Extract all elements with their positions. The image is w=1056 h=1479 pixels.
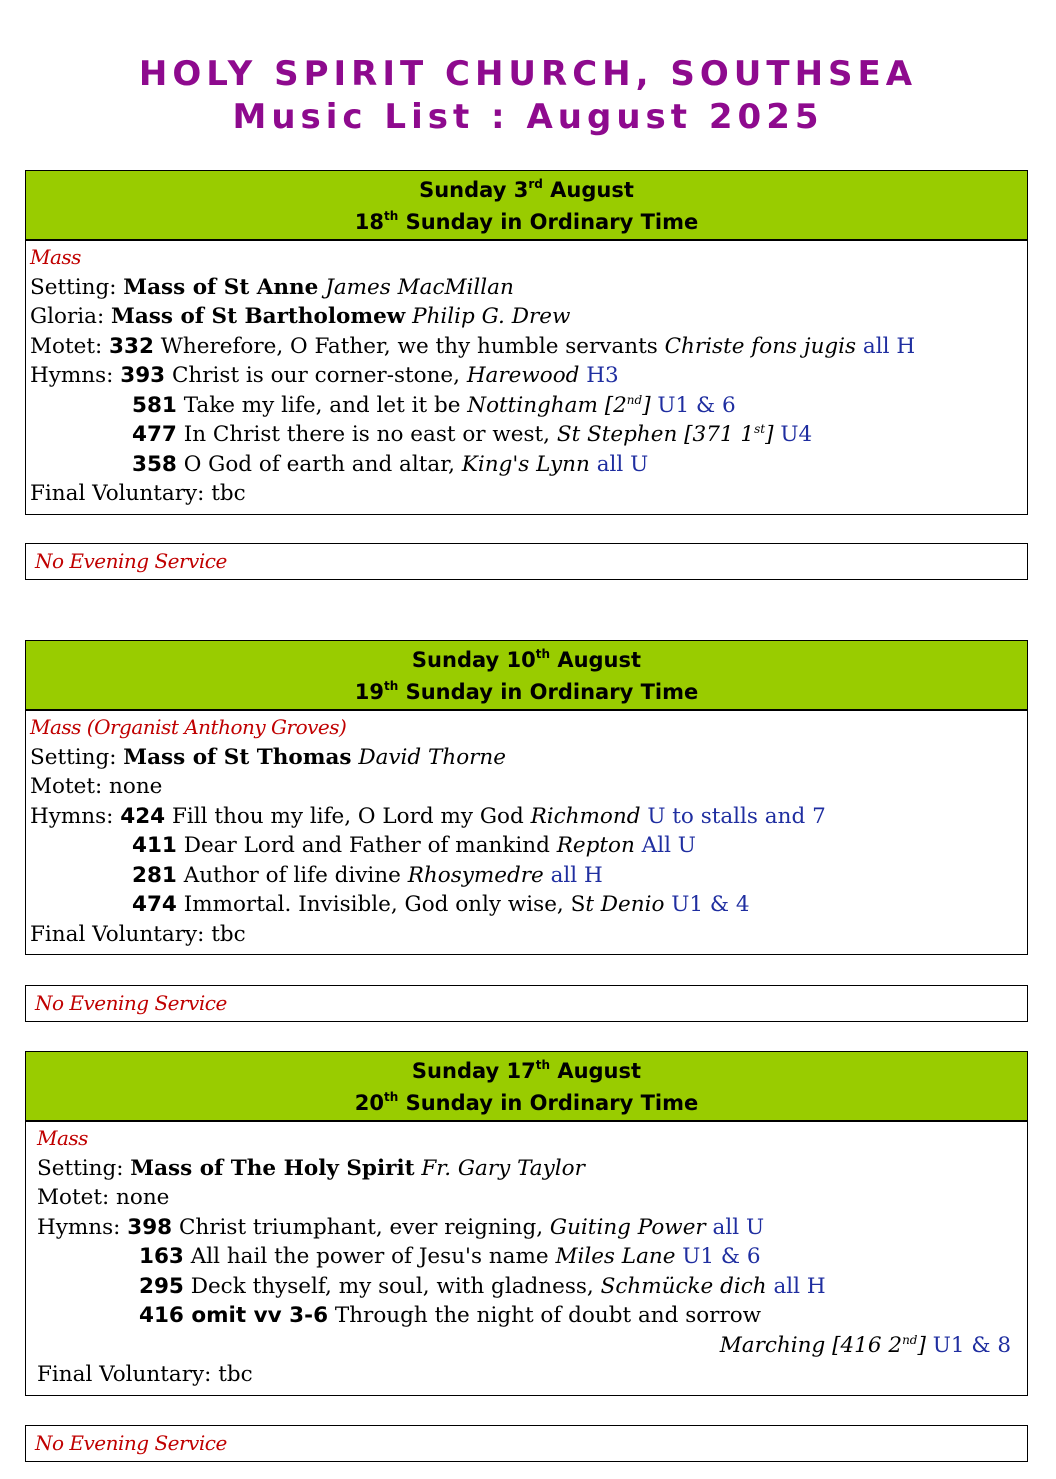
motet-line: Motet: none	[37, 1185, 170, 1210]
sunday-date: Sunday 17th August	[411, 1058, 642, 1083]
sunday-card	[25, 1051, 1028, 1396]
gloria-line: Gloria: Mass of St Bartholomew Philip G. Drew	[30, 304, 571, 329]
hymn-line: 581 Take my life, and let it be Nottingham [2nd] U1 & 6	[132, 392, 736, 418]
final-voluntary: Final Voluntary: tbc	[37, 1362, 253, 1387]
evening-service-note: No Evening Service	[25, 985, 1028, 1022]
sunday-card	[25, 640, 1028, 955]
sunday-header	[26, 1052, 1027, 1122]
hymn-line: 295 Deck thyself, my soul, with gladness, Schmücke dich all H	[139, 1273, 826, 1299]
sunday-header	[26, 641, 1027, 711]
service-details	[26, 711, 1027, 949]
sunday-occasion: 20th Sunday in Ordinary Time	[354, 1090, 699, 1115]
service-details	[26, 1122, 1027, 1390]
sunday-occasion: 18th Sunday in Ordinary Time	[354, 209, 699, 234]
sunday-occasion: 19th Sunday in Ordinary Time	[354, 679, 699, 704]
service-type: Mass	[37, 1126, 88, 1150]
page-subtitle: Music List : August 2025	[232, 97, 824, 137]
hymn-line: Hymns: 424 Fill thou my life, O Lord my God Richmond U to stalls and 7	[30, 803, 826, 829]
page-title: HOLY SPIRIT CHURCH, SOUTHSEA	[138, 54, 918, 94]
evening-service-note: No Evening Service	[25, 543, 1028, 580]
service-type: Mass	[30, 245, 81, 269]
hymn-line: 163 All hail the power of Jesu's name Miles Lane U1 & 6	[139, 1244, 761, 1269]
hymn-tune-continuation: Marching [416 2nd] U1 & 8	[719, 1332, 1011, 1358]
motet-line: Motet: none	[30, 774, 163, 799]
sunday-header	[26, 171, 1027, 241]
service-details	[26, 241, 1027, 509]
hymn-line: Hymns: 398 Christ triumphant, ever reigning, Guiting Power all U	[37, 1214, 765, 1240]
hymn-line: 358 O God of earth and altar, King's Lynn all U	[132, 451, 649, 477]
setting-line: Setting: Mass of The Holy Spirit Fr. Gary Taylor	[37, 1155, 585, 1181]
hymn-line: 416 omit vv 3-6 Through the night of doubt and sorrow	[139, 1303, 762, 1328]
hymn-line: 474 Immortal. Invisible, God only wise, St Denio U1 & 4	[132, 892, 750, 917]
service-type: Mass (Organist Anthony Groves)	[30, 715, 347, 739]
sunday-date: Sunday 3rd August	[419, 177, 634, 202]
hymn-line: 411 Dear Lord and Father of mankind Repton All U	[132, 833, 696, 858]
setting-line: Setting: Mass of St Thomas David Thorne	[30, 744, 506, 770]
evening-service-note: No Evening Service	[25, 1425, 1028, 1462]
final-voluntary: Final Voluntary: tbc	[30, 921, 246, 947]
final-voluntary: Final Voluntary: tbc	[30, 481, 246, 506]
sunday-card	[25, 170, 1028, 515]
setting-line: Setting: Mass of St Anne James MacMillan	[30, 274, 514, 300]
sunday-date: Sunday 10th August	[411, 647, 642, 672]
hymn-line: 477 In Christ there is no east or west, St Stephen [371 1st] U4	[132, 422, 813, 447]
motet-line: Motet: 332 Wherefore, O Father, we thy humble servants Christe fons jugis all H	[30, 333, 916, 359]
hymn-line: 281 Author of life divine Rhosymedre all H	[132, 862, 603, 888]
hymn-line: Hymns: 393 Christ is our corner-stone, Harewood H3	[30, 363, 619, 388]
